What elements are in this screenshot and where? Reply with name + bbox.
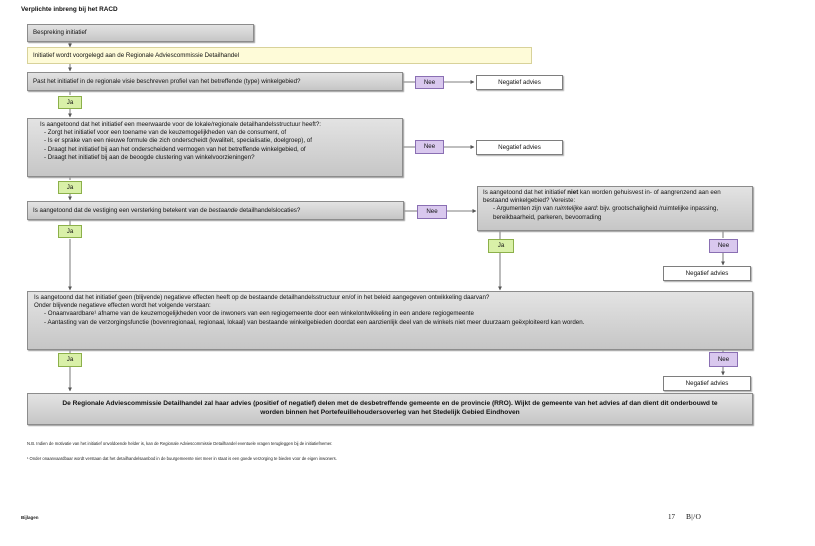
effecten-item: - Onaanvaardbare¹ afname van de keuzemogelijkheden voor de inwoners van een regiogemeente door een winkelontwikkeling in een andere regiogemeente — [44, 310, 747, 318]
criterium-item: - Is er sprake van een nieuwe formule die zich onderscheidt (kwaliteit, specialisatie, doelgroep), of — [44, 137, 397, 145]
ja-label: Ja — [58, 353, 82, 367]
criterium-item: - Zorgt het initiatief voor een toename van de keuzemogelijkheden van de consument, of — [44, 129, 397, 137]
nee-label: Nee — [709, 352, 738, 367]
question-meerwaarde-intro: Is aangetoond dat het initiatief een meerwaarde voor de lokale/regionale detailhandelsstructuur heeft?: — [40, 121, 322, 128]
page-number: 17 — [668, 513, 675, 521]
nee-label: Nee — [415, 76, 444, 89]
criterium-item: - Draagt het initiatief bij aan het onderscheidend vermogen van het betreffende winkelgebied, of — [44, 146, 397, 154]
negatief-advies-box: Negatief advies — [663, 266, 751, 281]
nee-label: Nee — [709, 239, 738, 253]
footnote-1: ¹ Onder onaanvaardbaar wordt verstaan dat het detailhandelsaanbod in de buurgemeente niet meer in staat is een goede verzorging te bieden voor de eigen inwoners. — [27, 456, 337, 461]
versterking-text-em: bestaande — [208, 207, 238, 214]
step-voorgelegd: Initiatief wordt voorgelegd aan de Regionale Adviescommissie Detailhandel — [27, 47, 532, 64]
aangrenzend-intro-a: Is aangetoond dat het initiatief — [483, 189, 568, 196]
negatief-advies-box: Negatief advies — [476, 75, 563, 90]
effecten-intro: Is aangetoond dat het initiatief geen (blijvende) negatieve effecten heeft op de bestaande detailhandelsstructuur en/of in het beleid aangegeven ontwikkeling daarvan? — [34, 294, 490, 301]
question-negatieve-effecten — [27, 291, 753, 350]
versterking-text-a: Is aangetoond dat de vestiging een versterking betekent van de — [33, 207, 209, 214]
step-bespreking: Bespreking initiatief — [27, 24, 254, 42]
question-versterking — [27, 201, 404, 220]
effecten-sub: Onder blijvende negatieve effecten wordt het volgende verstaan: — [34, 302, 211, 310]
effecten-list — [34, 310, 747, 326]
ja-label: Ja — [488, 239, 514, 253]
nee-label: Nee — [415, 140, 444, 154]
bio-logo: B|/O — [686, 512, 702, 521]
ja-label: Ja — [58, 181, 82, 194]
criterium-item: - Draagt het initiatief bij aan de beoogde clustering van winkelvoorzieningen? — [44, 154, 397, 162]
negatief-advies-box: Negatief advies — [663, 376, 751, 391]
negatief-advies-box: Negatief advies — [476, 140, 563, 155]
ja-label: Ja — [58, 225, 82, 238]
aangrenzend-item-a: Argumenten zijn van — [496, 205, 555, 213]
nee-label: Nee — [417, 205, 447, 219]
footnote-nb: N.B. Indien de motivatie van het initiatief onvoldoende helder is, kan de Regionale Adviescommissie Detailhandel eventuele vragen terugleggen bij de initiatiefnemer. — [27, 441, 333, 446]
versterking-text-b: detailhandelslocaties? — [237, 207, 301, 214]
aangrenzend-item-b: : bijv. grootschaligheid /ruimtelijke inpassing, bereikbaarheid, parkeren, bevoorrading — [493, 205, 719, 221]
aangrenzend-intro-b: kan worden gehuisvest in- of aangrenzend aan een bestaand winkelgebied? Vereiste: — [483, 189, 721, 205]
question-meerwaarde — [27, 118, 403, 177]
aangrenzend-list — [483, 205, 747, 221]
aangrenzend-item-em: ruimtelijke aard — [554, 205, 597, 213]
aangrenzend-item — [493, 205, 747, 221]
question-regionale-visie: Past het initiatief in de regionale visie beschreven profiel van het betreffende (type) winkelgebied? — [27, 72, 403, 91]
meerwaarde-criteria-list — [40, 129, 397, 162]
effecten-item: - Aantasting van de verzorgingsfunctie (bovenregionaal, regionaal, lokaal) van bestaande winkelgebieden doordat een aanzienlijk deel van de winkels niet meer duurzaam geëxploiteerd kan worden. — [44, 319, 747, 327]
ja-label: Ja — [58, 96, 82, 109]
question-aangrenzend — [477, 186, 753, 231]
footer-bijlagen: Bijlagen — [21, 515, 39, 520]
page-title: Verplichte inbreng bij het RACD — [21, 6, 118, 13]
aangrenzend-intro-bold: niet — [567, 189, 579, 196]
final-advies-box: De Regionale Adviescommissie Detailhandel zal haar advies (positief of negatief) delen met de desbetreffende gemeente en de provincie (RRO). Wijkt de gemeente van het advies af dan dient dit onderbouwd te worden binnen het Portefeuillehoudersoverleg van het Stedelijk Gebied Eindhoven — [27, 393, 753, 425]
